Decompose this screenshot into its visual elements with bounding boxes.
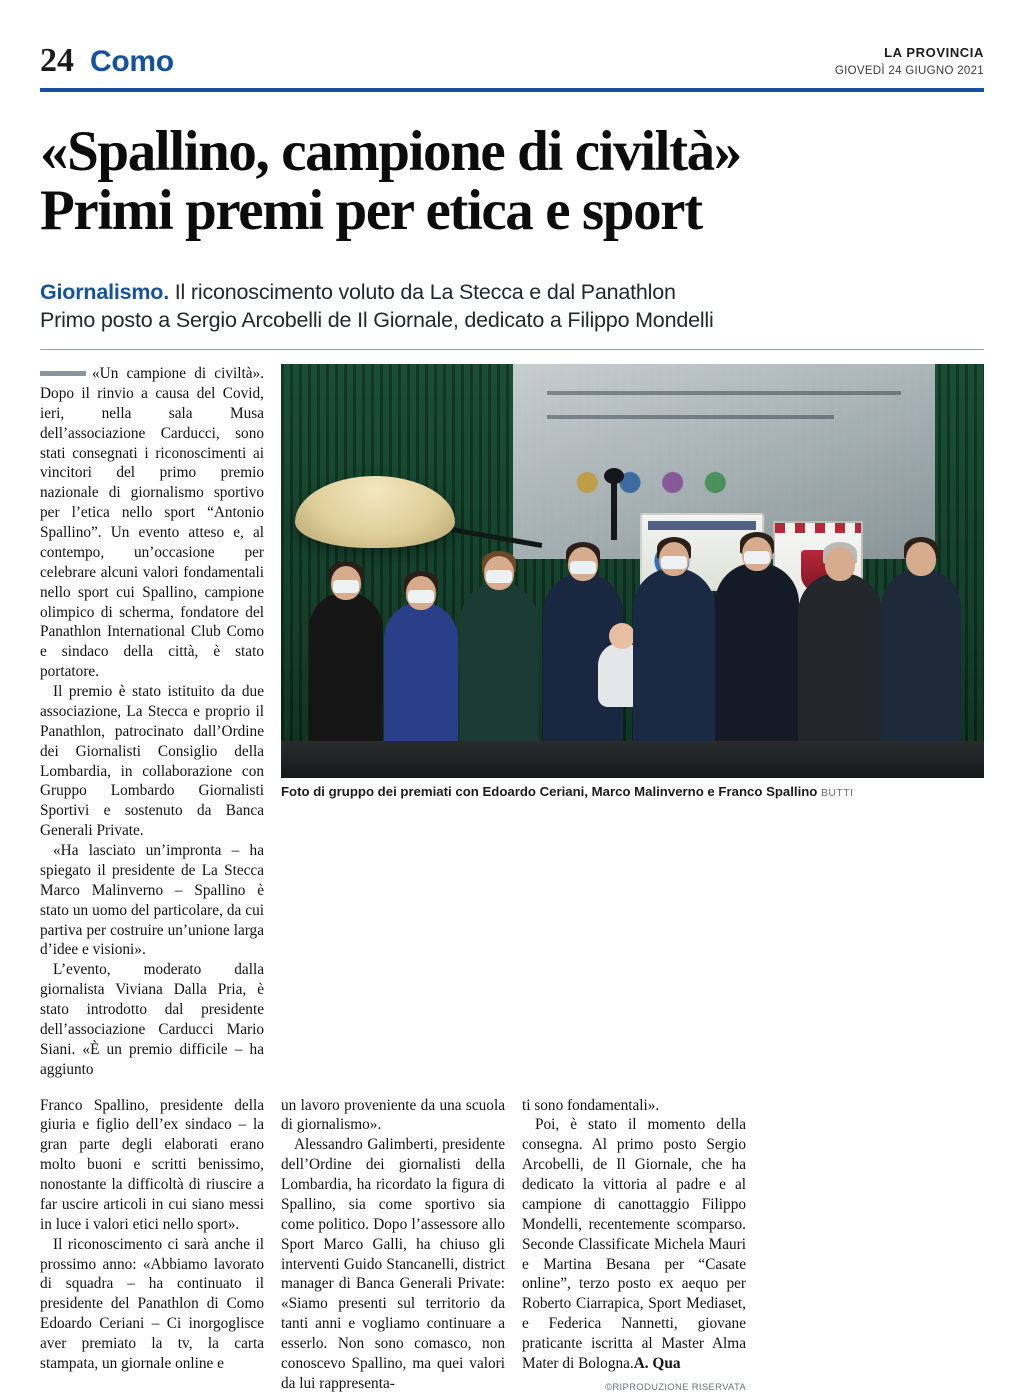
person: [309, 592, 383, 741]
paragraph: «Ha lasciato un’impronta – ha spiegato il presidente de La Stecca Marco Malinverno – Spallino è stato un uomo del particolare, da cui partiva per costruire un’unione larga d’idee e visioni».: [40, 842, 264, 959]
screen-text-line: [547, 391, 901, 395]
person: [715, 563, 799, 741]
paragraph: [522, 1115, 746, 1373]
masthead-rule: [40, 88, 984, 92]
paragraph: [40, 364, 264, 682]
face-mask: [661, 556, 687, 569]
paragraph: un lavoro proveniente da una scuola di giornalismo».: [281, 1096, 505, 1134]
person: [881, 568, 961, 741]
section-name: Como: [90, 45, 174, 78]
body-column-4: [522, 1096, 746, 1394]
person-head: [825, 547, 855, 581]
article-lower-body: [40, 1096, 984, 1394]
masthead-left: [40, 44, 174, 78]
article-subhead: [40, 279, 984, 335]
subhead-line-2: Primo posto a Sergio Arcobelli de Il Giornale, dedicato a Filippo Mondelli: [40, 307, 714, 332]
photo-people-group: [288, 501, 977, 741]
paragraph: Alessandro Galimberti, presidente dell’Ordine dei giornalisti della Lombardia, ha ricordato la figura di Spallino, sia come sportivo sia come politico. Dopo l’assessore allo Sport Marco Galli, ha chiuso gli interventi Guido Stancanelli, district manager di Banca Generali Private: «Siamo presenti sul territorio da tanti anni e vogliamo continuare a esserlo. Non sono comasco, non conoscevo Spallino, ma quei valori da lui rappresenta-: [281, 1136, 505, 1392]
subhead-line-1: Il riconoscimento voluto da La Stecca e dal Panathlon: [169, 279, 676, 304]
paper-date: GIOVEDÌ 24 GIUGNO 2021: [834, 64, 984, 77]
paragraph-text: Poi, è stato il momento della consegna. Al primo posto Sergio Arcobelli, de Il Giornale, che ha dedicato la vittoria al padre e al campione di canottaggio Filippo Mondelli, recentemente scomparso. Seconde Classificate Michela Mauri e Martina Besana per “Casate online”, terzo posto ex aequo per Roberto Ciarrapica, Sport Mediaset, e Federica Nannetti, giovane praticante iscritta al Master Alma Mater di Bologna.: [522, 1116, 746, 1372]
paragraph: ti sono fondamentali».: [522, 1096, 660, 1114]
person: [798, 573, 882, 741]
paragraph: Franco Spallino, presidente della giuria e figlio dell’ex sindaco – la gran parte degli elaborati erano molto buoni e scritti benissimo, nonostante la difficoltà di riuscire a far uscire articoli in cui siano messi in luce i valori etici nello sport».: [40, 1096, 264, 1233]
page-number: 24: [40, 42, 74, 79]
person: [460, 582, 538, 740]
photo-caption-text: Foto di gruppo dei premiati con Edoardo Ceriani, Marco Malinverno e Franco Spallino: [281, 784, 818, 800]
face-mask: [408, 590, 434, 603]
paragraph: L’evento, moderato dalla giornalista Viviana Dalla Pria, è stato introdotto dal presidente dell’associazione Carducci Mario Siani. «È un premio difficile – ha aggiunto: [40, 961, 264, 1078]
headline-line-2: Primi premi per etica e sport: [40, 179, 702, 243]
person: [633, 568, 715, 741]
body-column-2: [40, 1096, 264, 1394]
subhead-lead-word: Giornalismo.: [40, 279, 170, 304]
photo-block: [281, 364, 984, 1080]
dinkus-rule: [40, 371, 86, 376]
child-head: [609, 623, 635, 649]
body-column-3: [281, 1096, 505, 1394]
paper-name: LA PROVINCIA: [884, 45, 984, 61]
headline-line-1: «Spallino, campione di civiltà»: [40, 120, 741, 183]
screen-text-line: [547, 415, 834, 419]
photo-credit: BUTTI: [821, 787, 854, 800]
article-photo: [281, 364, 984, 778]
article-upper-body: [40, 364, 984, 1080]
copyright-notice: ©RIPRODUZIONE RISERVATA: [605, 1381, 746, 1393]
face-mask: [333, 580, 359, 593]
paragraph-text: «Un campione di civiltà». Dopo il rinvio a causa del Covid, ieri, nella sala Musa dell’associazione Carducci, sono stati consegnati i riconoscimenti ai vincitori del primo premio nazionale di giornalismo sportivo per l’etica nello sport “Antonio Spallino”. Un evento atteso e, al contempo, un’occasione per celebrare alcuni valori fondamentali nello sport cui Spallino, campione olimpico di scherma, fondatore del Panathlon International Club Como e sindaco della città, è stato portatore.: [40, 365, 264, 681]
person: [384, 602, 458, 741]
body-column-1: [40, 364, 264, 1080]
face-mask: [486, 570, 512, 583]
face-mask: [744, 551, 770, 564]
article-headline: [40, 122, 984, 241]
paragraph: Il premio è stato istituito da due associazione, La Stecca e proprio il Panathlon, patrocinato dall’Ordine dei Giornalisti Consiglio della Lombardia, in collaborazione con Gruppo Lombardo Giornalisti Sportivi e sostenuto da Banca Generali Private.: [40, 683, 264, 840]
masthead: [40, 44, 984, 78]
article-byline: A. Qua: [633, 1354, 681, 1372]
person-head: [906, 542, 936, 576]
paragraph: Il riconoscimento ci sarà anche il prossimo anno: «Abbiamo lavorato di squadra – ha continuato il presidente del Panathlon di Como Edoardo Ceriani – Ci inorgoglisce aver premiato la tv, la carta stampata, un giornale online e: [40, 1235, 264, 1372]
photo-caption: [281, 784, 984, 801]
subhead-rule: [40, 349, 984, 351]
masthead-right: [835, 45, 984, 78]
stage-table: [281, 741, 984, 778]
face-mask: [570, 561, 596, 574]
